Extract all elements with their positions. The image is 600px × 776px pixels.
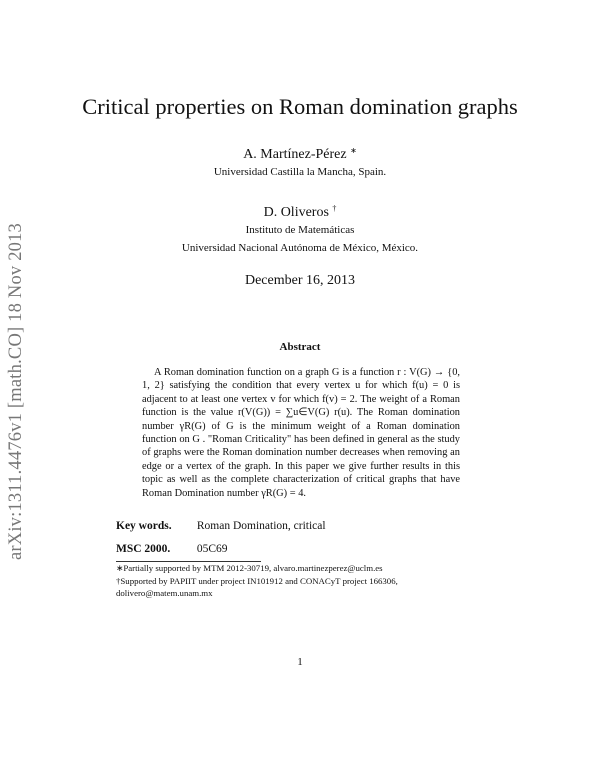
msc-value: 05C69 (196, 543, 228, 555)
page-number: 1 (297, 656, 303, 668)
arxiv-identifier[interactable]: arXiv:1311.4476v1 [math.CO] 18 Nov 2013 (6, 223, 26, 560)
author-1 (0, 146, 600, 163)
footnote-1: ∗Partially supported by MTM 2012-30719, alvaro.martinezperez@uclm.es (116, 563, 383, 573)
msc-line (116, 543, 228, 555)
footnote-divider (116, 561, 261, 562)
author-1-name: A. Martínez-Pérez (243, 147, 347, 162)
abstract-heading: Abstract (279, 341, 321, 353)
author-2-footnote-mark: † (332, 204, 337, 213)
author-2-name: D. Oliveros (263, 205, 329, 220)
msc-label: MSC 2000. (116, 543, 171, 555)
keywords-line (116, 520, 326, 532)
author-1-affiliation: Universidad Castilla la Mancha, Spain. (213, 166, 387, 178)
footnote-2: †Supported by PAPIIT under project IN101912 and CONACyT project 166306, dolivero@matem.unam.mx (116, 576, 398, 598)
author-1-footnote-mark: ∗ (350, 146, 357, 155)
author-2-affiliation-line-2: Universidad Nacional Autónoma de México, México. (181, 242, 419, 254)
keywords-value: Roman Domination, critical (196, 520, 326, 532)
paper-title: Critical properties on Roman domination graphs (82, 94, 518, 119)
keywords-label: Key words. (116, 520, 172, 532)
paper-date: December 16, 2013 (244, 273, 356, 288)
author-2 (0, 204, 600, 221)
abstract-text: A Roman domination function on a graph G is a function r : V(G) → {0, 1, 2} satisfying the condition that every vertex u for which f(u) = 0 is adjacent to at least one vertex v for which f(v) = 2. The weight of a Roman function is the value r(V(G)) = ∑u∈V(G) r(u). The Roman domination number γR(G) of G is the minimum weight of a Roman domination function on G . "Roman Criticality" has been defined in general as the study of graphs were the Roman domination number decreases when removing an edge or a vertex of the graph. In this paper we give further results in this topic as well as the complete characterization of critical graphs that have Roman Domination number γR(G) = 4. (142, 367, 460, 499)
author-2-affiliation-line-1: Instituto de Matemáticas (245, 224, 355, 236)
